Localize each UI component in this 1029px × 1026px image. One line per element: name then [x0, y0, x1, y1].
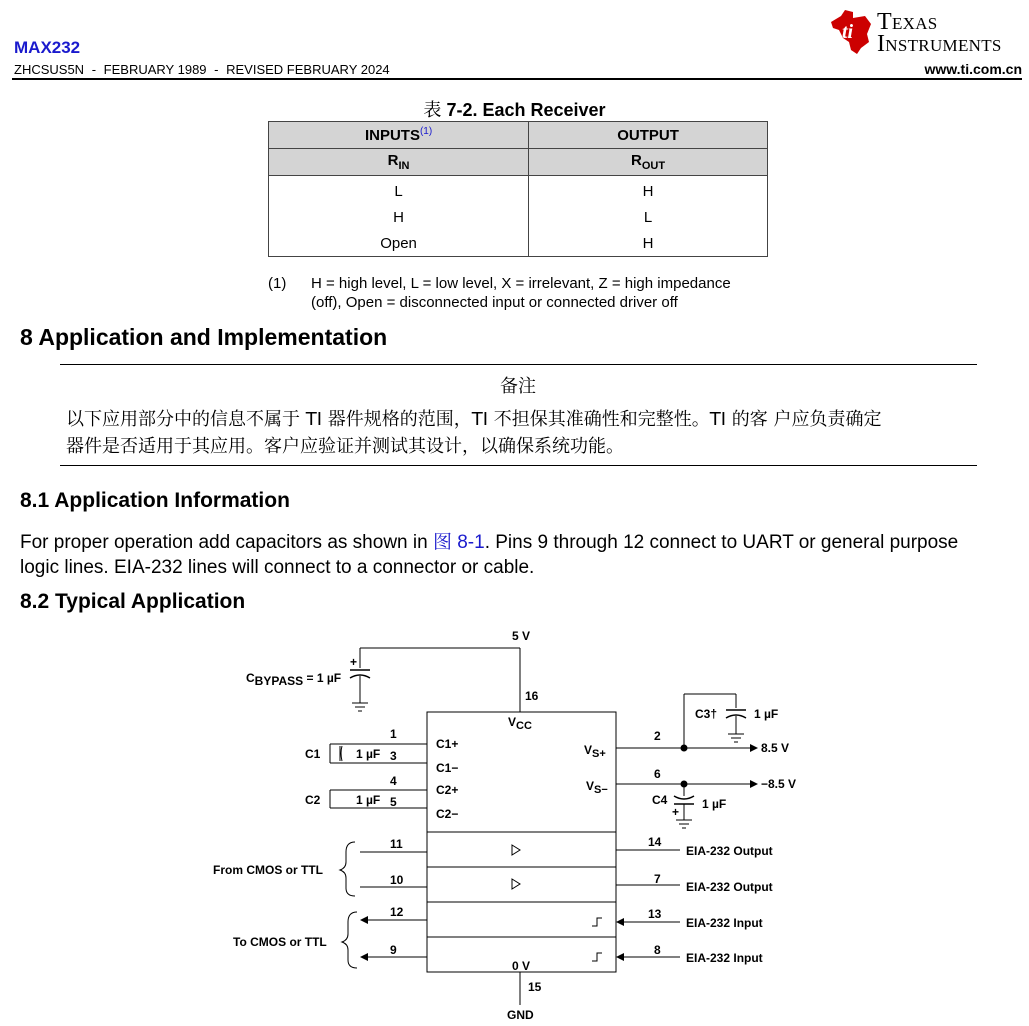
- paragraph-line-1: For proper operation add capacitors as shown in 图 8-1. Pins 9 through 12 connect to UART or general purpose: [20, 532, 959, 553]
- footnote-line2: (off), Open = disconnected input or connected driver off: [311, 294, 678, 311]
- c2-value: 1 µF: [356, 793, 381, 807]
- ti-logo-icon: [827, 8, 875, 56]
- cell-rin: Open: [269, 230, 529, 257]
- separator: -: [91, 62, 97, 77]
- note-line-2: 器件是否适用于其应用。客户应验证并测试其设计，以确保系统功能。: [66, 436, 624, 457]
- vminus-label: −8.5 V: [761, 777, 797, 791]
- pin-2: 2: [654, 729, 661, 743]
- pin-5: 5: [390, 795, 397, 809]
- cell-rin: L: [269, 176, 529, 205]
- c1-value: 1 µF: [356, 747, 381, 761]
- gnd-label: GND: [507, 1008, 534, 1022]
- website-url[interactable]: www.ti.com.cn: [924, 61, 1022, 77]
- eia-input-1: EIA-232 Input: [686, 916, 763, 930]
- vcc-label: VCC: [508, 715, 532, 732]
- note-rule-top: [60, 364, 977, 365]
- section-8-title: 8 Application and Implementation: [20, 324, 388, 350]
- table-row: [269, 230, 768, 257]
- separator: -: [214, 62, 219, 77]
- doc-date: FEBRUARY 1989: [103, 62, 207, 77]
- doc-id: ZHCSUS5N: [14, 62, 85, 77]
- table-caption: [0, 96, 1029, 122]
- section-8-2-title: 8.2 Typical Application: [20, 590, 246, 613]
- c1-label: C1: [305, 747, 321, 761]
- company-name-line1: Texas: [877, 9, 938, 35]
- pin-6: 6: [654, 767, 661, 781]
- plus-sign: +: [672, 805, 680, 819]
- vsm-label: VS−: [586, 779, 608, 796]
- eia-output-2: EIA-232 Output: [686, 880, 773, 894]
- c1m-pin-label: C1−: [436, 761, 459, 775]
- company-logo: [827, 8, 1022, 58]
- pin-8: 8: [654, 943, 661, 957]
- from-cmos-label: From CMOS or TTL: [213, 863, 323, 877]
- header-rule: [12, 78, 1022, 80]
- pin-9: 9: [390, 943, 397, 957]
- typical-application-schematic: [0, 620, 1029, 1026]
- receiver-truth-table: [268, 121, 768, 257]
- to-cmos-label: To CMOS or TTL: [233, 935, 327, 949]
- cell-rout: H: [529, 230, 768, 257]
- table-caption-title: Each Receiver: [482, 100, 606, 120]
- footnote-label: (1): [268, 275, 287, 292]
- part-number: MAX232: [14, 38, 81, 57]
- c2m-pin-label: C2−: [436, 807, 459, 821]
- pin-15: 15: [528, 980, 542, 994]
- pin-12: 12: [390, 905, 404, 919]
- pin-11: 11: [390, 837, 403, 851]
- company-name-line2: Instruments: [877, 31, 1002, 57]
- company-name: [877, 11, 1002, 55]
- section-8-1-paragraph: [20, 530, 1020, 580]
- pin-7: 7: [654, 872, 661, 886]
- c3-value: 1 µF: [754, 707, 779, 721]
- note-body: [66, 406, 976, 460]
- table-caption-prefix: 表: [423, 100, 442, 121]
- section-8-1-title: 8.1 Application Information: [20, 489, 290, 512]
- plus-sign: +: [350, 655, 358, 669]
- table-row: [269, 204, 768, 230]
- pin-3: 3: [390, 749, 397, 763]
- note-line-1: 以下应用部分中的信息不属于 TI 器件规格的范围，TI 不担保其准确性和完整性。TI 的客 户应负责确定: [66, 409, 882, 430]
- figure-link[interactable]: 图 8-1: [432, 532, 485, 553]
- pin-14: 14: [648, 835, 662, 849]
- c2p-pin-label: C2+: [436, 783, 459, 797]
- pin-4: 4: [390, 774, 397, 788]
- c4-value: 1 µF: [702, 797, 727, 811]
- vplus-label: 8.5 V: [761, 741, 790, 755]
- eia-output-1: EIA-232 Output: [686, 844, 773, 858]
- supply-label: 5 V: [512, 629, 531, 643]
- c2-label: C2: [305, 793, 321, 807]
- col-group-output: OUTPUT: [529, 122, 768, 149]
- zero-v-label: 0 V: [512, 959, 531, 973]
- table-caption-number: 7-2.: [446, 100, 478, 120]
- col-group-inputs: INPUTS$^{(1)}$: [269, 122, 529, 149]
- doc-revision-line: [14, 62, 390, 77]
- eia-input-2: EIA-232 Input: [686, 951, 763, 965]
- pin-10: 10: [390, 873, 404, 887]
- col-header-rin: $R_{IN}$: [269, 149, 529, 176]
- cell-rin: H: [269, 204, 529, 230]
- pin-1: 1: [390, 727, 397, 741]
- svg-text:ti: ti: [842, 21, 854, 43]
- pin-16: 16: [525, 689, 539, 703]
- c3-label: C3†: [695, 707, 718, 721]
- col-header-rout: $R_{OUT}$: [529, 149, 768, 176]
- footnote-ref[interactable]: (1): [419, 126, 433, 137]
- cell-rout: H: [529, 176, 768, 205]
- note-title: 备注: [500, 376, 536, 397]
- c1p-pin-label: C1+: [436, 737, 459, 751]
- cell-rout: L: [529, 204, 768, 230]
- paragraph-line-2: logic lines. EIA-232 lines will connect to a connector or cable.: [20, 557, 535, 578]
- table-row: [269, 176, 768, 205]
- pin-13: 13: [648, 907, 662, 921]
- c4-label: C4: [652, 793, 668, 807]
- vsp-label: VS+: [584, 743, 606, 760]
- doc-revised-date: REVISED FEBRUARY 2024: [226, 62, 390, 77]
- cbypass-label: CBYPASS = 1 µF: [246, 671, 342, 688]
- note-rule-bottom: [60, 465, 977, 466]
- footnote-line1: H = high level, L = low level, X = irrelevant, Z = high impedance: [311, 275, 731, 292]
